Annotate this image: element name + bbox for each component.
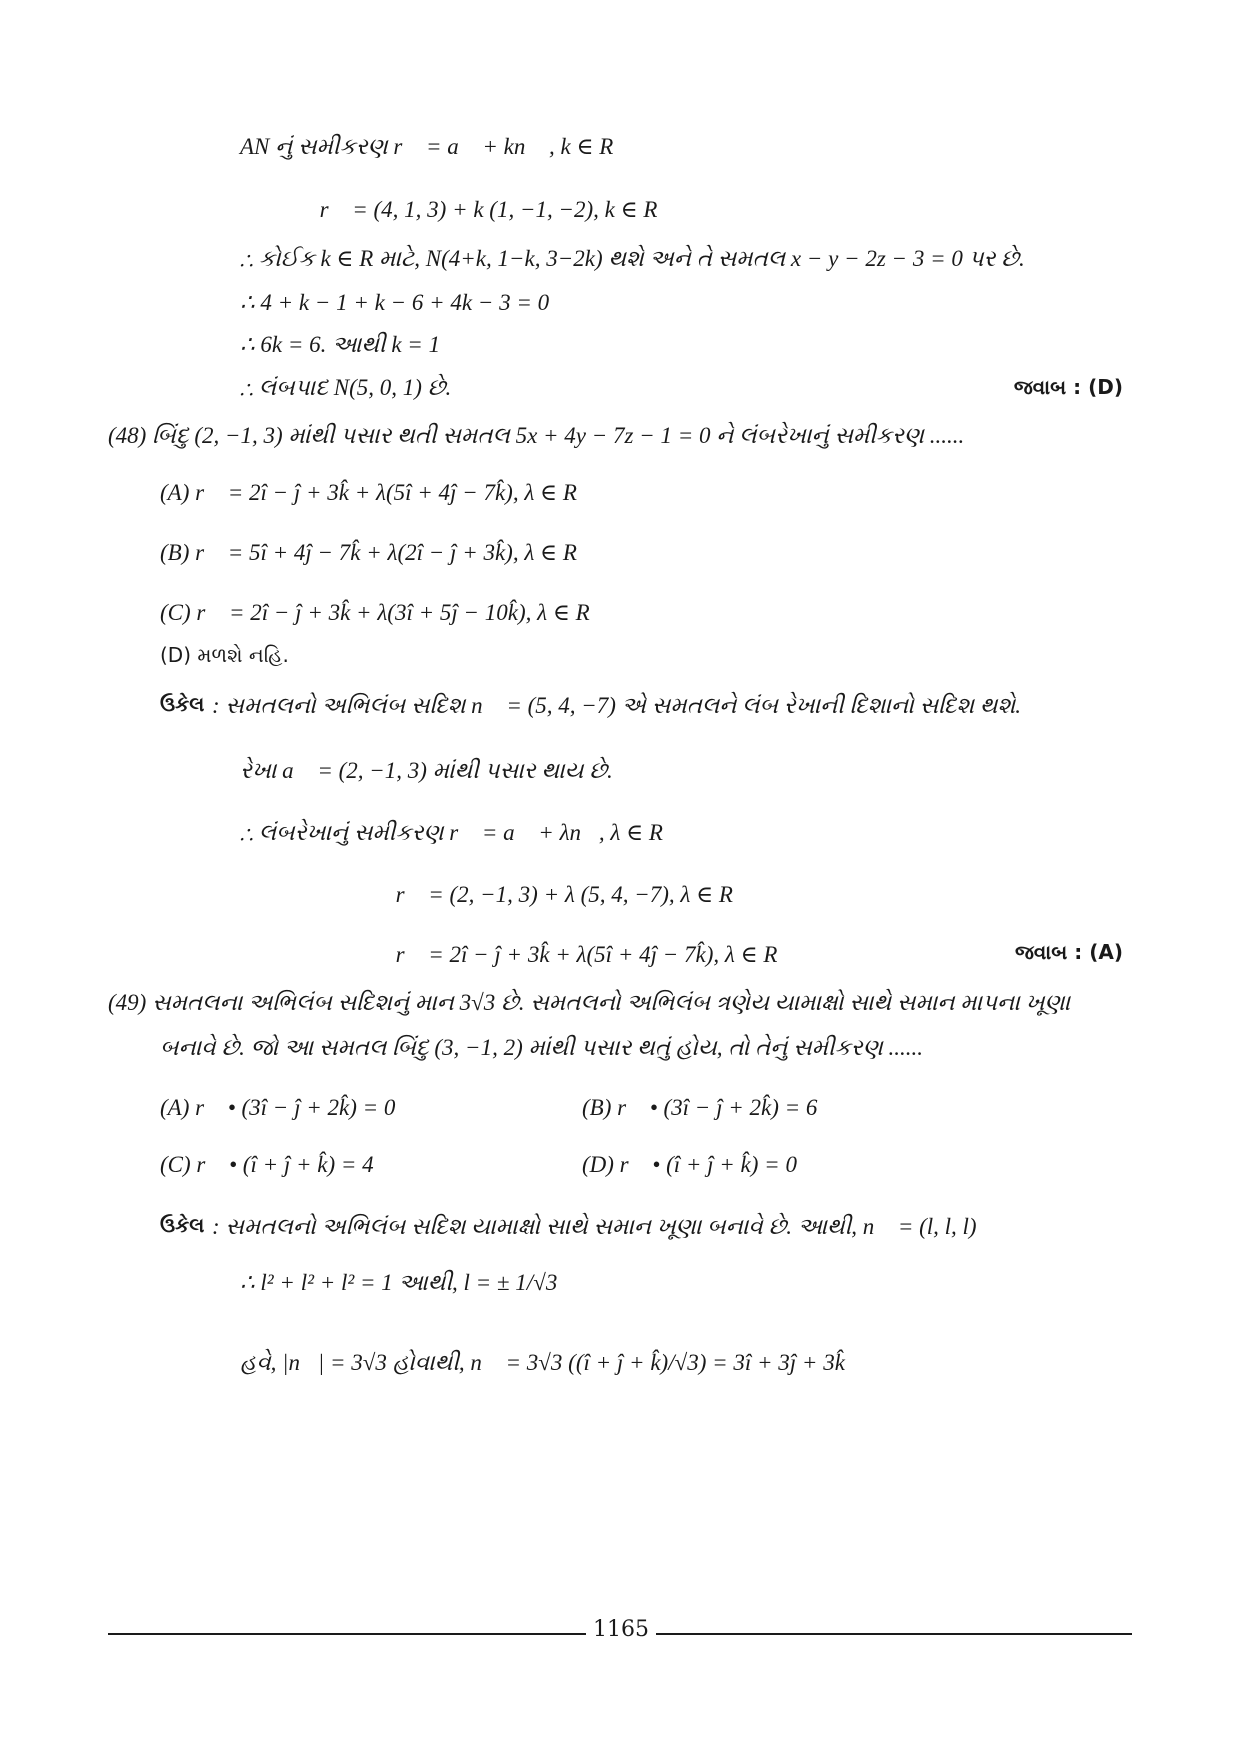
solution-line: : સમતલનો અભિલંબ સદિશ n⃗ = (5, 4, −7) એ સમતલને લંબ રેખાની દિશાનો સદિશ થશે. — [212, 693, 1021, 718]
option-a: (A) r⃗ • (3î − ĵ + 2k̂) = 0 — [160, 1095, 396, 1120]
solution-line: ∴ લંબરેખાનું સમીકરણ r⃗ = a⃗ + λn⃗, λ ∈ R — [240, 820, 663, 845]
option-b: (B) r⃗ • (3î − ĵ + 2k̂) = 6 — [582, 1095, 818, 1120]
solution-line: ∴ r⃗ = (4, 1, 3) + k (1, −1, −2), k ∈ R — [296, 197, 658, 222]
solution-line: ∴ કોઈક k ∈ R માટે, N(4+k, 1−k, 3−2k) થશે અને તે સમતલ x − y − 2z − 3 = 0 પર છે. — [240, 246, 1025, 271]
solution-line: AN નું સમીકરણ r⃗ = a⃗ + kn⃗ , k ∈ R — [240, 134, 614, 159]
answer-label: જવાબ : (D) — [1013, 375, 1123, 399]
solution-line: ∴ l² + l² + l² = 1 આથી, l = ± 1/√3 — [240, 1270, 558, 1295]
solution-line: ∴ લંબપાદ N(5, 0, 1) છે. — [240, 375, 452, 400]
option-b: (B) r⃗ = 5î + 4ĵ − 7k̂ + λ(2î − ĵ + 3k̂), λ ∈ R — [160, 540, 577, 565]
question-49-line1: (49) સમતલના અભિલંબ સદિશનું માન 3√3 છે. સમતલનો અભિલંબ ત્રણેય યામાક્ષો સાથે સમાન માપના ખૂણા — [108, 990, 1071, 1015]
solution-line: રેખા a⃗ = (2, −1, 3) માંથી પસાર થાય છે. — [240, 758, 613, 783]
solution-line: ∴ 6k = 6. આથી k = 1 — [240, 332, 441, 357]
option-c: (C) r⃗ • (î + ĵ + k̂) = 4 — [160, 1152, 374, 1177]
footer-rule-right — [656, 1633, 1132, 1635]
solution-label: ઉકેલ — [160, 692, 205, 716]
question-49-line2: બનાવે છે. જો આ સમતલ બિંદુ (3, −1, 2) માંથી પસાર થતું હોય, તો તેનું સમીકરણ ...... — [160, 1035, 923, 1060]
page-number: 1165 — [593, 1617, 649, 1642]
option-d: (D) મળશે નહિ. — [160, 643, 289, 667]
option-d: (D) r⃗ • (î + ĵ + k̂) = 0 — [582, 1152, 797, 1177]
solution-line: : સમતલનો અભિલંબ સદિશ યામાક્ષો સાથે સમાન ખૂણા બનાવે છે. આથી, n⃗ = (l, l, l) — [212, 1214, 977, 1239]
solution-line: હવે, |n⃗| = 3√3 હોવાથી, n⃗ = 3√3 ((î + ĵ + k̂)/√3) = 3î + 3ĵ + 3k̂ — [240, 1350, 845, 1375]
option-a: (A) r⃗ = 2î − ĵ + 3k̂ + λ(5î + 4ĵ − 7k̂), λ ∈ R — [160, 480, 577, 505]
question-48: (48) બિંદુ (2, −1, 3) માંથી પસાર થતી સમતલ 5x + 4y − 7z − 1 = 0 ને લંબરેખાનું સમીકરણ ...... — [108, 423, 965, 448]
solution-line: ∴ r⃗ = 2î − ĵ + 3k̂ + λ(5î + 4ĵ − 7k̂), λ ∈ R — [372, 942, 778, 967]
footer-rule-left — [108, 1633, 586, 1635]
solution-line: ∴ 4 + k − 1 + k − 6 + 4k − 3 = 0 — [240, 290, 550, 315]
answer-label: જવાબ : (A) — [1014, 940, 1123, 964]
option-c: (C) r⃗ = 2î − ĵ + 3k̂ + λ(3î + 5ĵ − 10k̂), λ ∈ R — [160, 600, 590, 625]
solution-line: ∴ r⃗ = (2, −1, 3) + λ (5, 4, −7), λ ∈ R — [372, 882, 733, 907]
solution-label: ઉકેલ — [160, 1213, 205, 1237]
